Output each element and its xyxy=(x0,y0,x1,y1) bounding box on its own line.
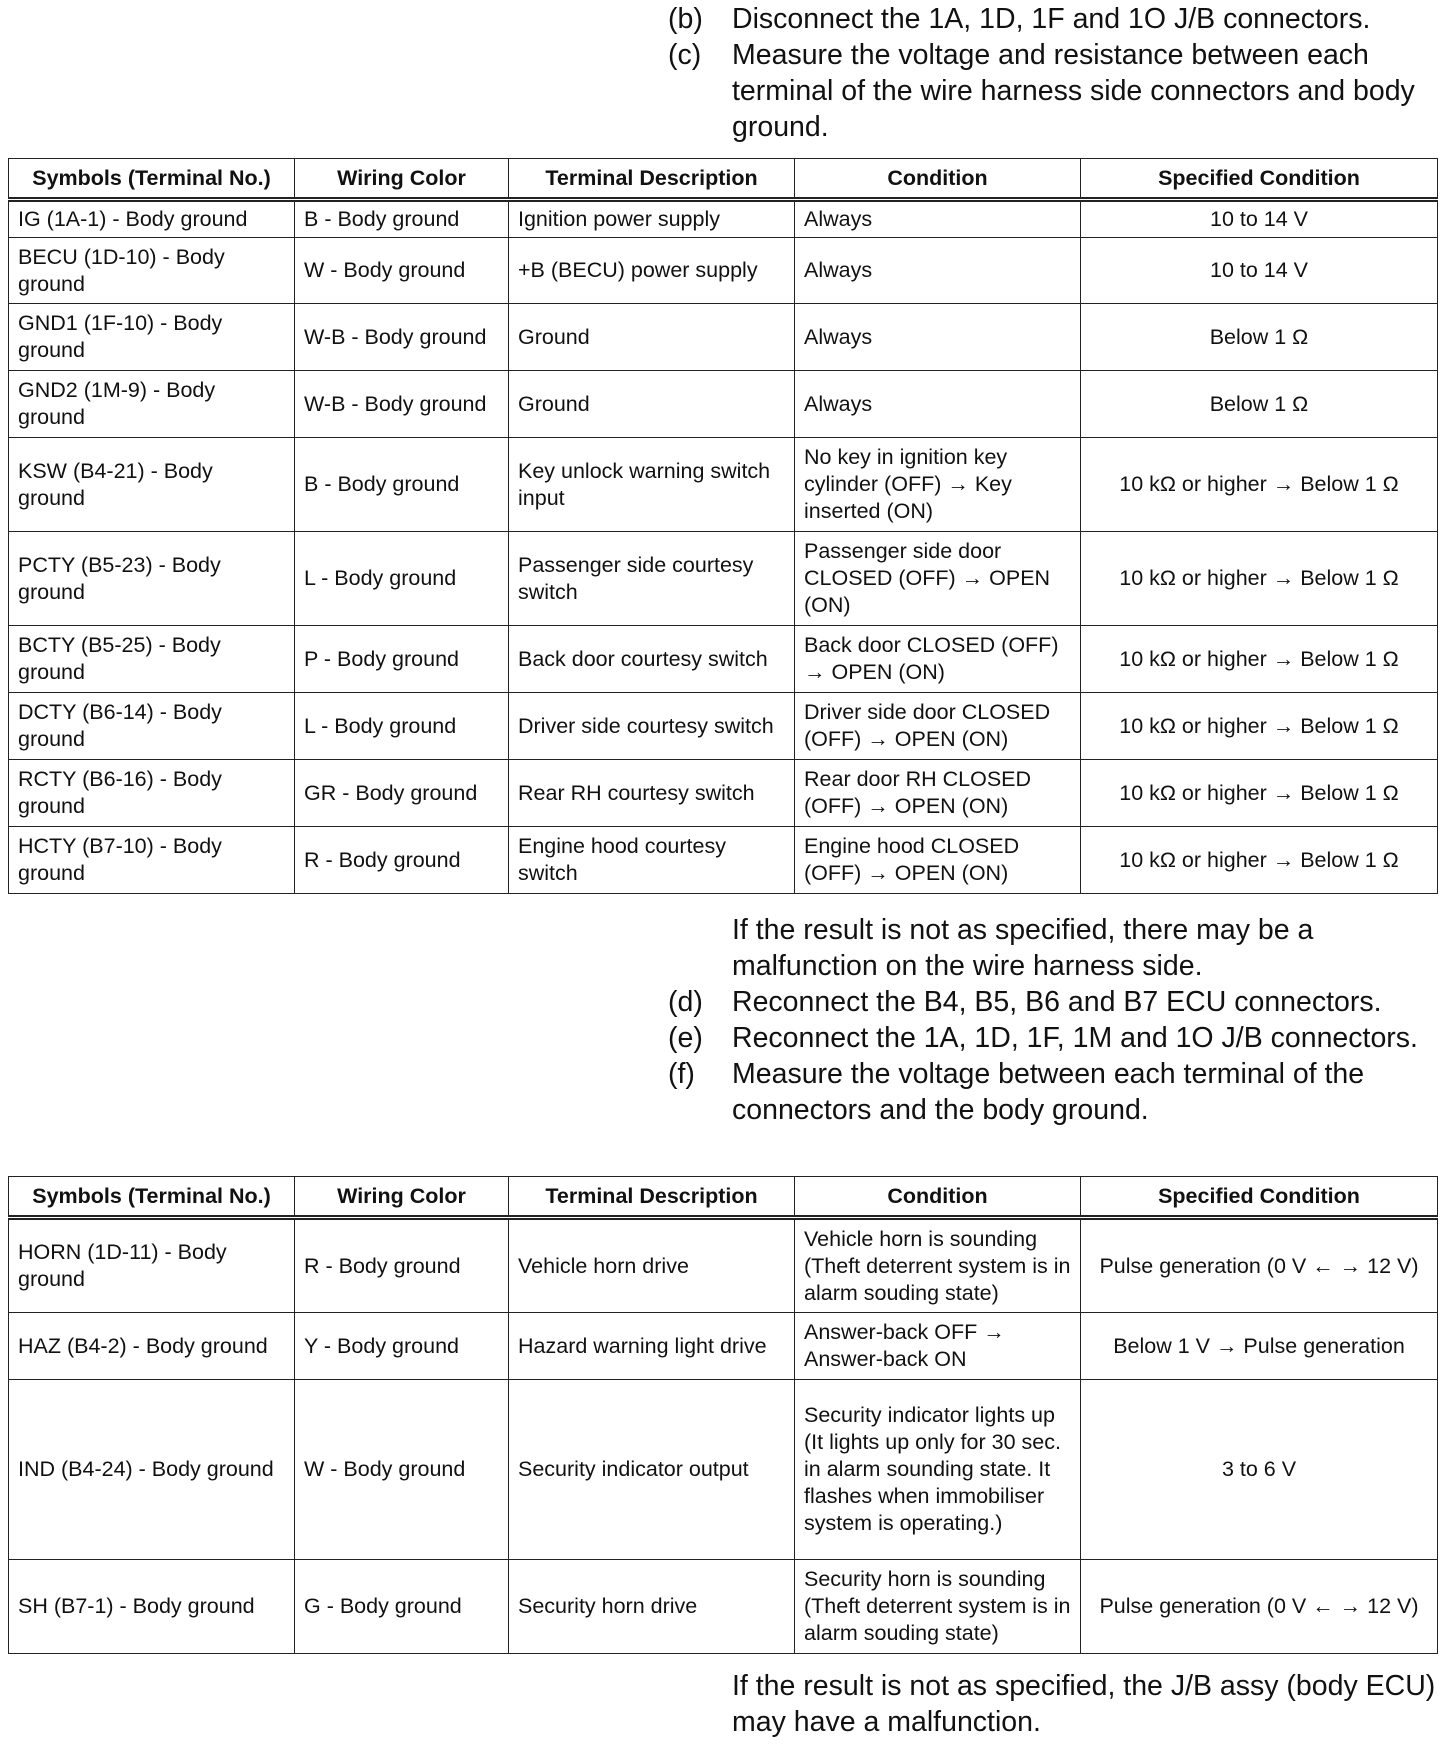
cell-condition: Passenger side door CLOSED (OFF) → OPEN (ON) xyxy=(795,532,1081,626)
steps-mid xyxy=(668,984,1448,1128)
header-condition: Condition xyxy=(795,1177,1081,1218)
cell-condition: Always xyxy=(795,200,1081,238)
cell-description: Engine hood courtesy switch xyxy=(509,827,795,894)
resistance-voltage-table xyxy=(8,158,1438,894)
step-c xyxy=(668,37,1448,145)
cell-description: Rear RH courtesy switch xyxy=(509,760,795,827)
output-voltage-table xyxy=(8,1176,1438,1654)
step-label: (d) xyxy=(668,986,703,1018)
cell-wiring-color: L - Body ground xyxy=(295,693,509,760)
cell-condition: Security horn is sounding (Theft deterrent system is in alarm souding state) xyxy=(795,1560,1081,1654)
cell-description: Ground xyxy=(509,371,795,438)
result-note-wire-harness: If the result is not as specified, there may be a malfunction on the wire harness side. xyxy=(732,914,1314,982)
cell-description: Security indicator output xyxy=(509,1380,795,1560)
table-row xyxy=(9,238,1438,304)
step-label: (f) xyxy=(668,1058,695,1090)
cell-wiring-color: W - Body ground xyxy=(295,1380,509,1560)
cell-symbol: BCTY (B5-25) - Body ground xyxy=(9,626,295,693)
step-text: Disconnect the 1A, 1D, 1F and 1O J/B connectors. xyxy=(732,3,1371,35)
cell-wiring-color: L - Body ground xyxy=(295,532,509,626)
cell-wiring-color: P - Body ground xyxy=(295,626,509,693)
step-text: Measure the voltage and resistance between each terminal of the wire harness side connectors and body ground. xyxy=(732,39,1415,143)
cell-description: Security horn drive xyxy=(509,1560,795,1654)
cell-wiring-color: R - Body ground xyxy=(295,1218,509,1313)
cell-symbol: PCTY (B5-23) - Body ground xyxy=(9,532,295,626)
cell-symbol: HAZ (B4-2) - Body ground xyxy=(9,1313,295,1380)
cell-symbol: SH (B7-1) - Body ground xyxy=(9,1560,295,1654)
table-row xyxy=(9,532,1438,626)
cell-symbol: IND (B4-24) - Body ground xyxy=(9,1380,295,1560)
cell-specified: 10 kΩ or higher → Below 1 Ω xyxy=(1081,760,1438,827)
cell-wiring-color: G - Body ground xyxy=(295,1560,509,1654)
table-row xyxy=(9,693,1438,760)
header-symbols: Symbols (Terminal No.) xyxy=(9,159,295,200)
cell-condition: Security indicator lights up (It lights up only for 30 sec. in alarm sounding state. It flashes when immobiliser system is operating.) xyxy=(795,1380,1081,1560)
cell-condition: Vehicle horn is sounding (Theft deterrent system is in alarm souding state) xyxy=(795,1218,1081,1313)
table-row xyxy=(9,371,1438,438)
cell-symbol: GND1 (1F-10) - Body ground xyxy=(9,304,295,371)
cell-symbol: KSW (B4-21) - Body ground xyxy=(9,438,295,532)
cell-specified: 10 kΩ or higher → Below 1 Ω xyxy=(1081,626,1438,693)
cell-wiring-color: B - Body ground xyxy=(295,200,509,238)
result-note-jb-assy: If the result is not as specified, the J/B assy (body ECU) may have a malfunction. xyxy=(732,1670,1436,1738)
step-f xyxy=(668,1056,1448,1128)
cell-symbol: GND2 (1M-9) - Body ground xyxy=(9,371,295,438)
header-condition: Condition xyxy=(795,159,1081,200)
table-row xyxy=(9,626,1438,693)
step-b xyxy=(668,1,1448,37)
header-wiring-color: Wiring Color xyxy=(295,1177,509,1218)
cell-condition: No key in ignition key cylinder (OFF) → Key inserted (ON) xyxy=(795,438,1081,532)
step-label: (e) xyxy=(668,1022,703,1054)
cell-description: Passenger side courtesy switch xyxy=(509,532,795,626)
cell-condition: Answer-back OFF → Answer-back ON xyxy=(795,1313,1081,1380)
step-text: Reconnect the B4, B5, B6 and B7 ECU connectors. xyxy=(732,986,1382,1018)
table-row xyxy=(9,1380,1438,1560)
cell-description: Ignition power supply xyxy=(509,200,795,238)
table-row xyxy=(9,760,1438,827)
cell-wiring-color: W-B - Body ground xyxy=(295,304,509,371)
cell-specified: 3 to 6 V xyxy=(1081,1380,1438,1560)
cell-specified: Below 1 Ω xyxy=(1081,371,1438,438)
cell-condition: Rear door RH CLOSED (OFF) → OPEN (ON) xyxy=(795,760,1081,827)
cell-symbol: RCTY (B6-16) - Body ground xyxy=(9,760,295,827)
header-specified-condition: Specified Condition xyxy=(1081,1177,1438,1218)
header-terminal-description: Terminal Description xyxy=(509,159,795,200)
cell-description: Ground xyxy=(509,304,795,371)
step-text: Measure the voltage between each terminal of the connectors and the body ground. xyxy=(732,1058,1365,1126)
cell-condition: Always xyxy=(795,238,1081,304)
cell-symbol: HCTY (B7-10) - Body ground xyxy=(9,827,295,894)
cell-description: Key unlock warning switch input xyxy=(509,438,795,532)
step-e xyxy=(668,1020,1448,1056)
header-specified-condition: Specified Condition xyxy=(1081,159,1438,200)
table-row xyxy=(9,1560,1438,1654)
cell-wiring-color: W - Body ground xyxy=(295,238,509,304)
cell-specified: Below 1 V → Pulse generation xyxy=(1081,1313,1438,1380)
table-row xyxy=(9,1218,1438,1313)
cell-specified: 10 to 14 V xyxy=(1081,200,1438,238)
step-label: (b) xyxy=(668,3,703,35)
cell-description: Back door courtesy switch xyxy=(509,626,795,693)
table-row xyxy=(9,438,1438,532)
cell-wiring-color: B - Body ground xyxy=(295,438,509,532)
cell-symbol: BECU (1D-10) - Body ground xyxy=(9,238,295,304)
table-row xyxy=(9,1313,1438,1380)
table-row xyxy=(9,200,1438,238)
cell-description: Hazard warning light drive xyxy=(509,1313,795,1380)
step-d xyxy=(668,984,1448,1020)
steps-top xyxy=(668,1,1448,145)
cell-wiring-color: W-B - Body ground xyxy=(295,371,509,438)
cell-symbol: HORN (1D-11) - Body ground xyxy=(9,1218,295,1313)
cell-description: Driver side courtesy switch xyxy=(509,693,795,760)
cell-symbol: DCTY (B6-14) - Body ground xyxy=(9,693,295,760)
table-header-row xyxy=(9,1177,1438,1218)
cell-specified: Below 1 Ω xyxy=(1081,304,1438,371)
cell-wiring-color: R - Body ground xyxy=(295,827,509,894)
cell-specified: 10 kΩ or higher → Below 1 Ω xyxy=(1081,693,1438,760)
header-wiring-color: Wiring Color xyxy=(295,159,509,200)
cell-condition: Always xyxy=(795,304,1081,371)
cell-condition: Back door CLOSED (OFF) → OPEN (ON) xyxy=(795,626,1081,693)
cell-specified: Pulse generation (0 V ← → 12 V) xyxy=(1081,1560,1438,1654)
header-terminal-description: Terminal Description xyxy=(509,1177,795,1218)
cell-condition: Engine hood CLOSED (OFF) → OPEN (ON) xyxy=(795,827,1081,894)
cell-specified: 10 kΩ or higher → Below 1 Ω xyxy=(1081,827,1438,894)
cell-specified: Pulse generation (0 V ← → 12 V) xyxy=(1081,1218,1438,1313)
cell-condition: Always xyxy=(795,371,1081,438)
cell-description: +B (BECU) power supply xyxy=(509,238,795,304)
header-symbols: Symbols (Terminal No.) xyxy=(9,1177,295,1218)
cell-specified: 10 kΩ or higher → Below 1 Ω xyxy=(1081,438,1438,532)
table-row xyxy=(9,827,1438,894)
step-label: (c) xyxy=(668,39,702,71)
cell-symbol: IG (1A-1) - Body ground xyxy=(9,200,295,238)
cell-description: Vehicle horn drive xyxy=(509,1218,795,1313)
cell-specified: 10 kΩ or higher → Below 1 Ω xyxy=(1081,532,1438,626)
cell-specified: 10 to 14 V xyxy=(1081,238,1438,304)
cell-condition: Driver side door CLOSED (OFF) → OPEN (ON) xyxy=(795,693,1081,760)
cell-wiring-color: GR - Body ground xyxy=(295,760,509,827)
step-text: Reconnect the 1A, 1D, 1F, 1M and 1O J/B connectors. xyxy=(732,1022,1418,1054)
table-row xyxy=(9,304,1438,371)
table-header-row xyxy=(9,159,1438,200)
cell-wiring-color: Y - Body ground xyxy=(295,1313,509,1380)
